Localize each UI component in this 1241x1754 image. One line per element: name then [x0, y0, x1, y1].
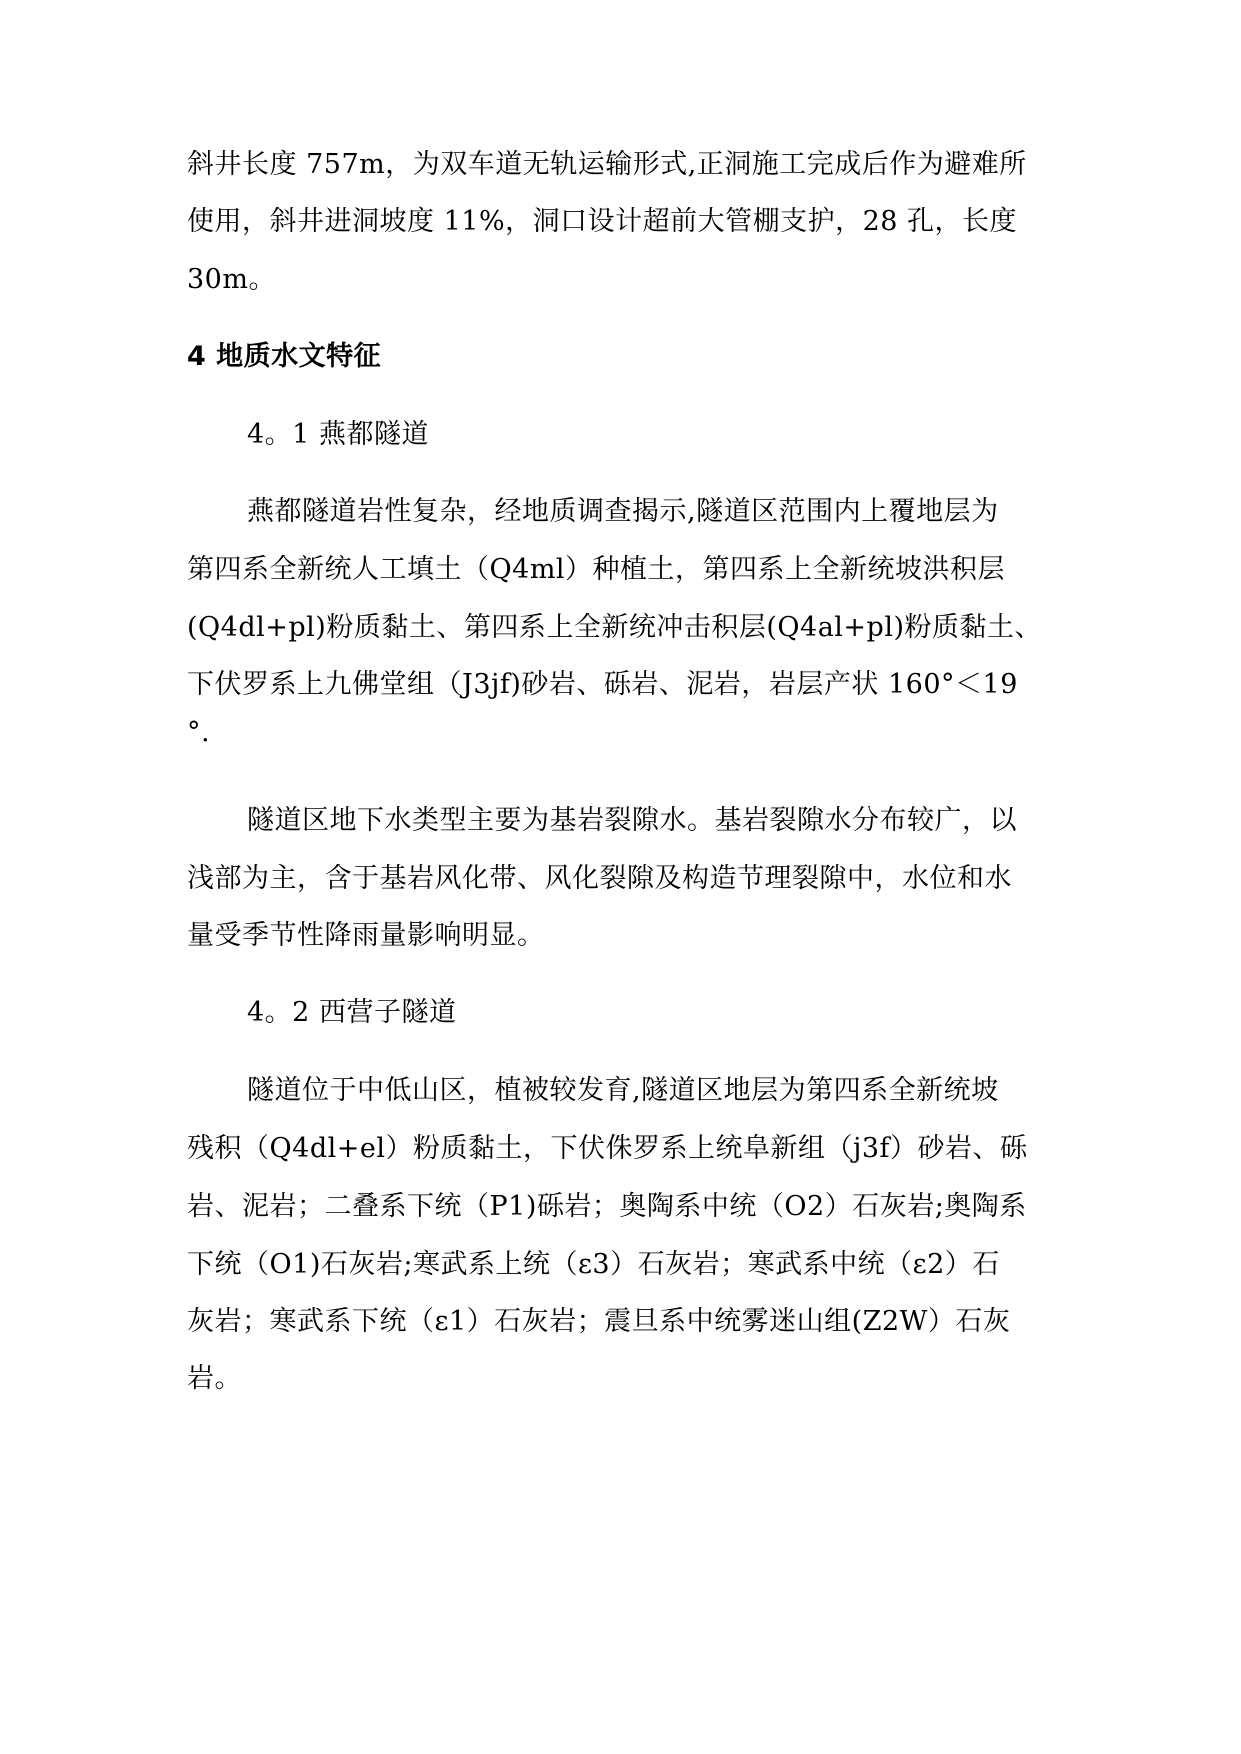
subsection-4-2-heading: 4。2 西营子隧道 — [247, 997, 457, 1028]
paragraph-4-line-4: 下统（O1)石灰岩;寒武系上统（ε3）石灰岩；寒武系中统（ε2）石 — [187, 1249, 1000, 1280]
paragraph-2-line-1: 燕都隧道岩性复杂，经地质调查揭示,隧道区范围内上覆地层为 — [247, 496, 999, 527]
paragraph-2-line-3: (Q4dl+pl)粉质黏土、第四系上全新统冲击积层(Q4al+pl)粉质黏土、 — [187, 612, 1042, 643]
subsection-4-1-heading: 4。1 燕都隧道 — [247, 419, 429, 450]
section-4-heading: 4 地质水文特征 — [187, 341, 382, 372]
paragraph-4-line-5: 灰岩；寒武系下统（ε1）石灰岩；震旦系中统雾迷山组(Z2W）石灰 — [187, 1306, 1011, 1337]
paragraph-2-line-5: °. — [187, 717, 211, 748]
paragraph-4-line-3: 岩、泥岩；二叠系下统（P1)砾岩；奥陶系中统（O2）石灰岩;奥陶系 — [187, 1191, 1027, 1222]
paragraph-3-line-1: 隧道区地下水类型主要为基岩裂隙水。基岩裂隙水分布较广，以 — [247, 805, 1017, 836]
paragraph-2-line-2: 第四系全新统人工填土（Q4ml）种植土，第四系上全新统坡洪积层 — [187, 554, 1006, 585]
paragraph-3-line-2: 浅部为主，含于基岩风化带、风化裂隙及构造节理裂隙中，水位和水 — [187, 863, 1012, 894]
paragraph-1-line-2: 使用，斜井进洞坡度 11%，洞口设计超前大管棚支护，28 孔，长度 — [187, 206, 1018, 237]
paragraph-1-line-3: 30m。 — [187, 264, 276, 295]
paragraph-2-line-4: 下伏罗系上九佛堂组（J3jf)砂岩、砾岩、泥岩，岩层产状 160°＜19 — [187, 669, 1018, 700]
paragraph-1-line-1: 斜井长度 757m，为双车道无轨运输形式,正洞施工完成后作为避难所 — [187, 149, 1027, 180]
paragraph-4-line-1: 隧道位于中低山区，植被较发育,隧道区地层为第四系全新统坡 — [247, 1075, 999, 1106]
paragraph-4-line-6: 岩。 — [187, 1363, 242, 1394]
paragraph-4-line-2: 残积（Q4dl+el）粉质黏土，下伏侏罗系上统阜新组（j3f）砂岩、砾 — [187, 1133, 1028, 1164]
paragraph-3-line-3: 量受季节性降雨量影响明显。 — [187, 920, 545, 951]
